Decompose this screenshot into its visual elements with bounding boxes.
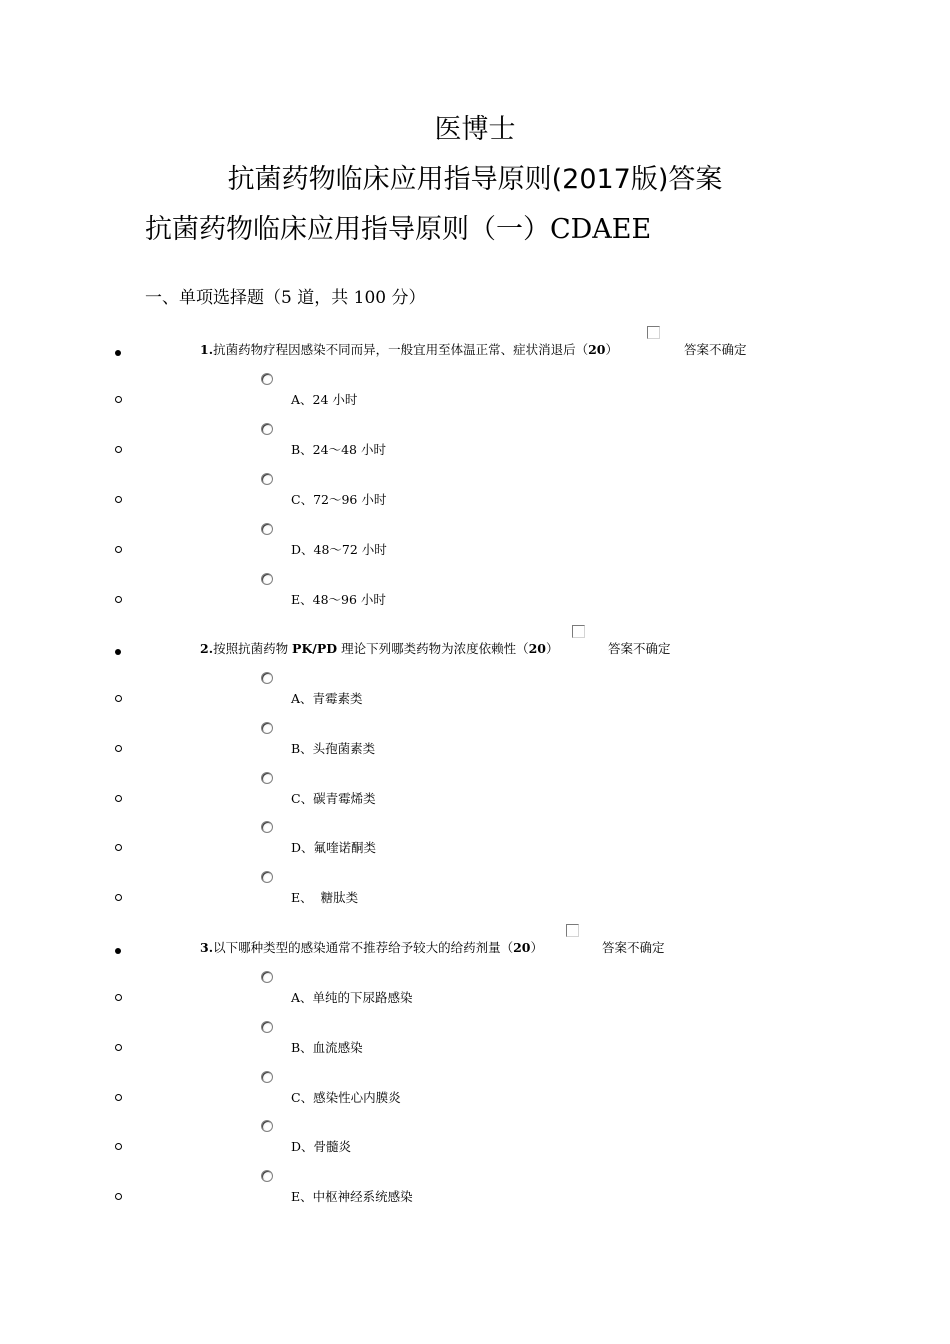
bullet-icon (115, 350, 121, 356)
option-label: E、 糖肽类 (291, 890, 359, 905)
sub-bullet-icon (115, 546, 122, 553)
sub-bullet-icon (115, 1143, 122, 1150)
unsure-checkbox[interactable] (572, 625, 585, 638)
option-2a (0, 691, 950, 735)
question-number: 2. (200, 641, 214, 656)
sub-bullet-icon (115, 1193, 122, 1200)
site-title: 医博士 (434, 114, 516, 145)
option-1e (0, 592, 950, 636)
unsure-label: 答案不确定 (602, 940, 665, 955)
option-label: C、碳青霉烯类 (291, 791, 376, 806)
question-text (200, 939, 543, 957)
sub-bullet-icon (115, 446, 122, 453)
unsure-label: 答案不确定 (684, 342, 747, 357)
question-body-rest: 理论下列哪类药物为浓度依赖性（ (337, 641, 529, 656)
option-3d (0, 1139, 950, 1183)
sub-bullet-icon (115, 745, 122, 752)
option-label: E、中枢神经系统感染 (291, 1189, 413, 1204)
unsure-label: 答案不确定 (608, 641, 671, 656)
question-close: ） (530, 940, 543, 955)
option-2b (0, 741, 950, 785)
option-1b (0, 442, 950, 486)
radio-button[interactable] (261, 1021, 273, 1033)
bullet-icon (115, 649, 121, 655)
question-text (200, 341, 618, 359)
radio-button[interactable] (261, 1071, 273, 1083)
question-number: 3. (200, 940, 214, 955)
radio-button[interactable] (261, 1120, 273, 1132)
option-label: A、24 小时 (291, 392, 358, 407)
question-score: 20 (588, 342, 606, 357)
sub-bullet-icon (115, 994, 122, 1001)
radio-button[interactable] (261, 772, 273, 784)
option-label: D、氟喹诺酮类 (291, 840, 377, 855)
radio-button[interactable] (261, 971, 273, 983)
question-2 (0, 641, 950, 685)
radio-button[interactable] (261, 573, 273, 585)
option-1d (0, 542, 950, 586)
option-1c (0, 492, 950, 536)
document-title: 抗菌药物临床应用指导原则(2017版)答案 (227, 164, 723, 195)
option-label: A、青霉素类 (291, 691, 363, 706)
option-label: C、72～96 小时 (291, 492, 387, 507)
question-term: PK/PD (292, 641, 338, 656)
option-label: E、48～96 小时 (291, 592, 386, 607)
question-number: 1. (200, 342, 214, 357)
option-3b (0, 1040, 950, 1084)
sub-bullet-icon (115, 496, 122, 503)
question-3 (0, 940, 950, 984)
option-label: B、血流感染 (291, 1040, 363, 1055)
bullet-icon (115, 948, 121, 954)
option-label: B、头孢菌素类 (291, 741, 376, 756)
question-score: 20 (513, 940, 531, 955)
sub-bullet-icon (115, 795, 122, 802)
question-body: 抗菌药物疗程因感染不同而异，一般宜用至体温正常、症状消退后（ (213, 342, 589, 357)
option-3e (0, 1189, 950, 1233)
option-3c (0, 1090, 950, 1134)
question-1 (0, 342, 950, 386)
option-label: B、24～48 小时 (291, 442, 386, 457)
option-label: A、单纯的下尿路感染 (291, 990, 413, 1005)
unsure-checkbox[interactable] (647, 326, 660, 339)
radio-button[interactable] (261, 473, 273, 485)
question-close: ） (605, 342, 618, 357)
option-1a (0, 392, 950, 436)
question-score: 20 (528, 641, 547, 656)
question-close: ） (546, 641, 559, 656)
radio-button[interactable] (261, 672, 273, 684)
section-title: 抗菌药物临床应用指导原则（一）CDAEE (145, 214, 652, 245)
radio-button[interactable] (261, 1170, 273, 1182)
question-text (200, 640, 559, 658)
sub-bullet-icon (115, 596, 122, 603)
question-body: 按照抗菌药物 (213, 641, 293, 656)
option-3a (0, 990, 950, 1034)
unsure-checkbox[interactable] (566, 924, 579, 937)
radio-button[interactable] (261, 821, 273, 833)
option-2d (0, 840, 950, 884)
option-label: D、48～72 小时 (291, 542, 387, 557)
sub-bullet-icon (115, 1094, 122, 1101)
option-label: D、骨髓炎 (291, 1139, 352, 1154)
radio-button[interactable] (261, 722, 273, 734)
sub-bullet-icon (115, 894, 122, 901)
part-heading: 一、单项选择题（5 道，共 100 分） (145, 288, 426, 308)
radio-button[interactable] (261, 373, 273, 385)
option-2e (0, 890, 950, 934)
question-body: 以下哪种类型的感染通常不推荐给予较大的给药剂量（ (213, 940, 514, 955)
sub-bullet-icon (115, 396, 122, 403)
sub-bullet-icon (115, 695, 122, 702)
radio-button[interactable] (261, 871, 273, 883)
radio-button[interactable] (261, 523, 273, 535)
sub-bullet-icon (115, 1044, 122, 1051)
sub-bullet-icon (115, 844, 122, 851)
radio-button[interactable] (261, 423, 273, 435)
option-2c (0, 791, 950, 835)
option-label: C、感染性心内膜炎 (291, 1090, 401, 1105)
